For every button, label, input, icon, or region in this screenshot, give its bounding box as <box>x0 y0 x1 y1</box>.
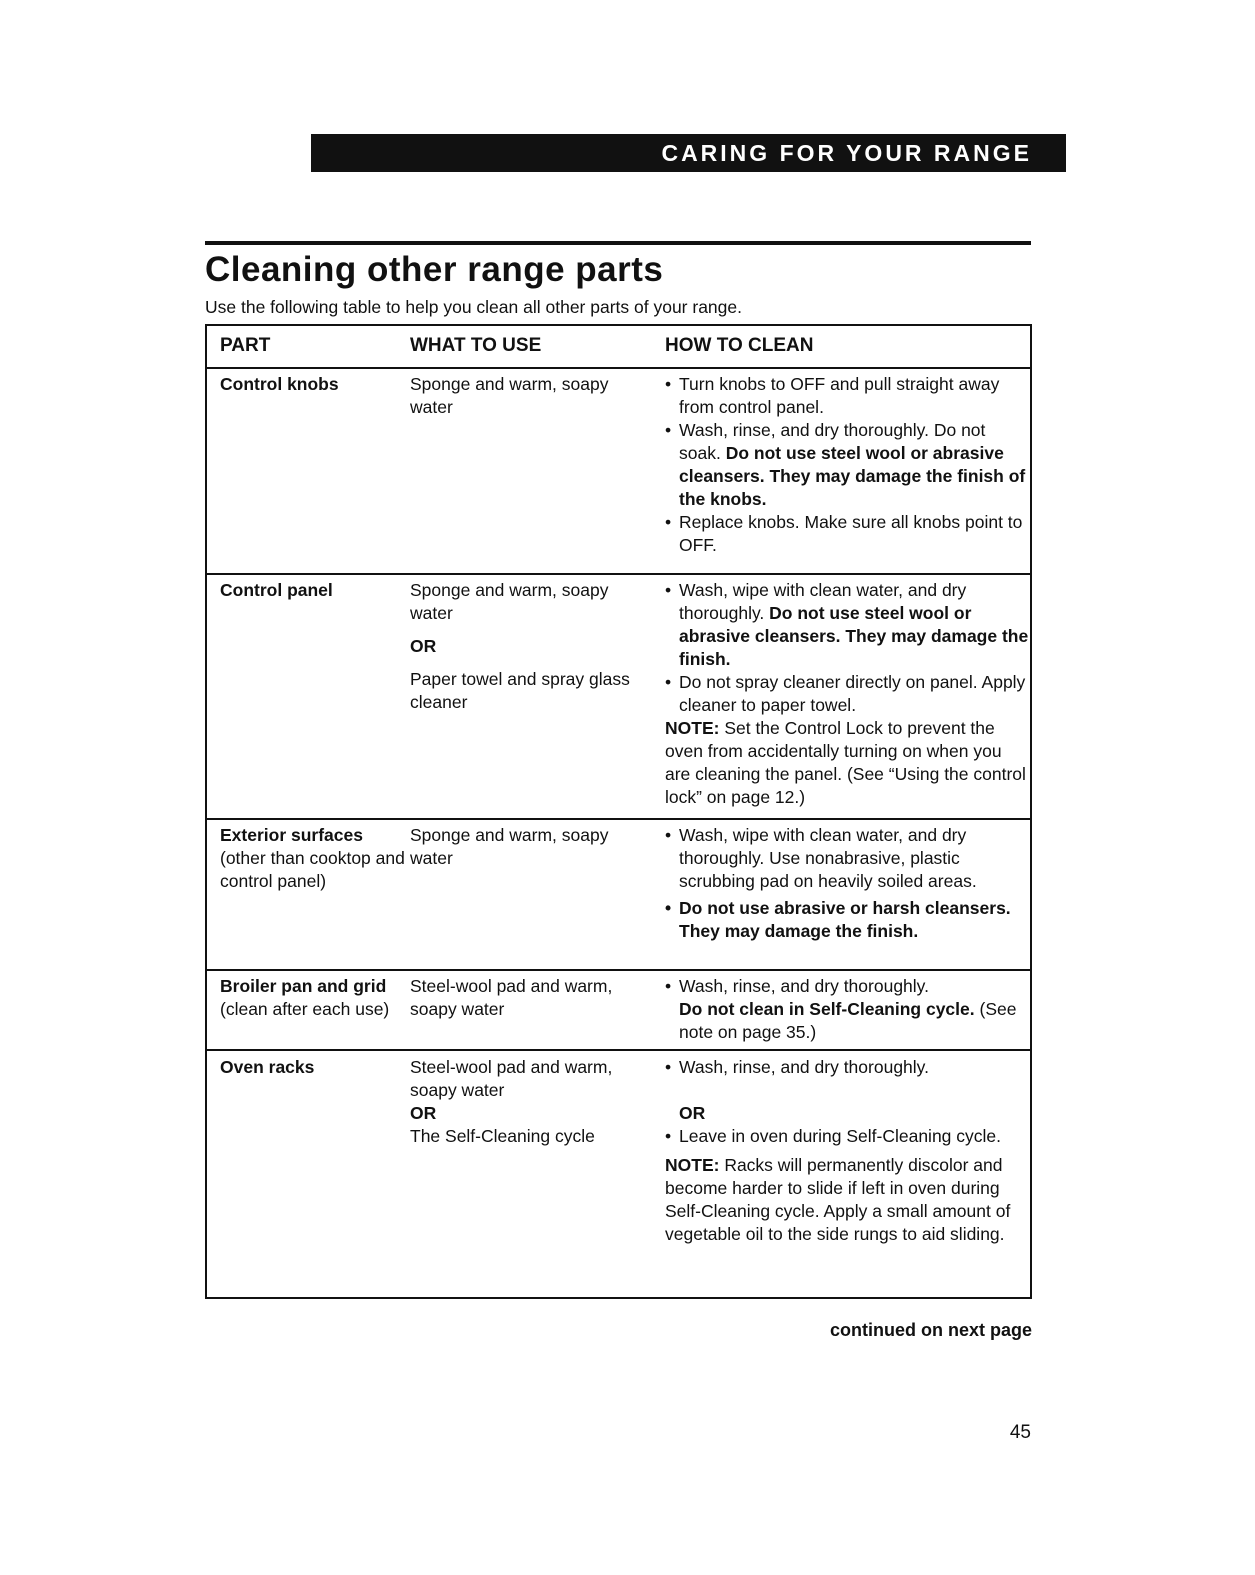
part-name-text: Exterior surfaces <box>220 825 363 845</box>
section-banner-text: CARING FOR YOUR RANGE <box>661 139 1032 166</box>
or-label: OR <box>410 1103 437 1123</box>
what-to-use <box>410 824 655 870</box>
part-name-text: Broiler pan and grid <box>220 976 387 996</box>
how-bullet <box>665 579 1030 671</box>
table-row-control-panel <box>207 575 1030 820</box>
how-bullet: • Wash, wipe with clean water, and dry thoroughly. Use nonabrasive, plastic scrubbing pad on heavily soiled areas. <box>665 824 1030 893</box>
cleaning-table <box>205 324 1032 1299</box>
note-label: NOTE: <box>665 718 720 738</box>
what-to-use <box>410 579 655 714</box>
how-bullet: • Do not spray cleaner directly on panel. Apply cleaner to paper towel. <box>665 671 1030 717</box>
part-name <box>220 824 405 893</box>
how-to-clean <box>665 1056 1030 1246</box>
intro-text: Use the following table to help you clean all other parts of your range. <box>205 297 742 317</box>
how-bullet: • Leave in oven during Self-Cleaning cycle. <box>665 1125 1030 1148</box>
how-bullet: • Do not use abrasive or harsh cleansers. They may damage the finish. <box>665 897 1030 943</box>
how-to-clean <box>665 373 1030 557</box>
part-note: (clean after each use) <box>220 999 390 1019</box>
part-name <box>220 975 405 1021</box>
header-part: PART <box>220 335 271 356</box>
how-text: (See note on page 35.) <box>679 999 1017 1042</box>
how-to-clean <box>665 975 1030 1044</box>
header-how-to-clean: HOW TO CLEAN <box>665 335 814 356</box>
page-number: 45 <box>1009 1422 1031 1443</box>
how-bullet: • Wash, rinse, and dry thoroughly. <box>665 975 1030 998</box>
part-name: Oven racks <box>220 1057 315 1077</box>
what-to-use-text: Paper towel and spray glass cleaner <box>410 669 630 712</box>
note-text: Racks will permanently discolor and become harder to slide if left in oven during Self-Cleaning cycle. Apply a small amount of vegetable oil to the side rungs to aid sliding. <box>665 1155 1011 1244</box>
what-to-use <box>410 1056 655 1148</box>
or-label: OR <box>410 636 437 656</box>
page-title: Cleaning other range parts <box>205 250 664 289</box>
table-row-broiler-pan <box>207 971 1030 1051</box>
title-rule <box>205 241 1031 245</box>
warning-text: Do not use steel wool or abrasive cleansers. They may damage the finish of the knobs. <box>679 443 1026 509</box>
how-bullet: • Replace knobs. Make sure all knobs point to OFF. <box>665 511 1030 557</box>
table-row-control-knobs <box>207 369 1030 575</box>
part-note: (other than cooktop and control panel) <box>220 848 405 891</box>
how-to-clean <box>665 824 1030 943</box>
what-to-use <box>410 373 655 419</box>
how-bullet: • Turn knobs to OFF and pull straight away from control panel. <box>665 373 1030 419</box>
how-bullet <box>665 419 1030 511</box>
section-banner <box>311 134 1066 172</box>
how-warning <box>665 998 1030 1044</box>
table-row-exterior-surfaces <box>207 820 1030 971</box>
note <box>665 717 1030 809</box>
note <box>665 1154 1030 1246</box>
note-text: Set the Control Lock to prevent the oven from accidentally turning on when you are cleaning the panel. (See “Using the control lock” on page 12.) <box>665 718 1026 807</box>
warning-text: Do not clean in Self-Cleaning cycle. <box>679 999 975 1019</box>
what-to-use-text: Steel-wool pad and warm, soapy water <box>410 1057 613 1100</box>
what-to-use-text: Steel-wool pad and warm, soapy water <box>410 976 613 1019</box>
header-what-to-use: WHAT TO USE <box>410 335 542 356</box>
what-to-use-text: The Self-Cleaning cycle <box>410 1126 595 1146</box>
how-bullet: • Wash, rinse, and dry thoroughly. <box>665 1056 1030 1079</box>
table-row-oven-racks <box>207 1051 1030 1297</box>
how-to-clean <box>665 579 1030 809</box>
or-label: OR <box>679 1103 706 1123</box>
warning-text: Do not use steel wool or abrasive cleansers. They may damage the finish. <box>679 603 1029 669</box>
note-label: NOTE: <box>665 1155 720 1175</box>
how-text: Wash, rinse, and dry thoroughly. Do not soak. <box>679 420 986 463</box>
what-to-use-text: Sponge and warm, soapy water <box>410 825 609 868</box>
how-text: Wash, wipe with clean water, and dry thoroughly. <box>679 580 967 623</box>
what-to-use <box>410 975 655 1021</box>
table-header-row <box>207 326 1030 369</box>
part-name: Control panel <box>220 580 333 600</box>
what-to-use-text: Sponge and warm, soapy water <box>410 374 609 417</box>
what-to-use-text: Sponge and warm, soapy water <box>410 580 609 623</box>
part-name: Control knobs <box>220 374 339 394</box>
continued-note: continued on next page <box>829 1320 1032 1340</box>
